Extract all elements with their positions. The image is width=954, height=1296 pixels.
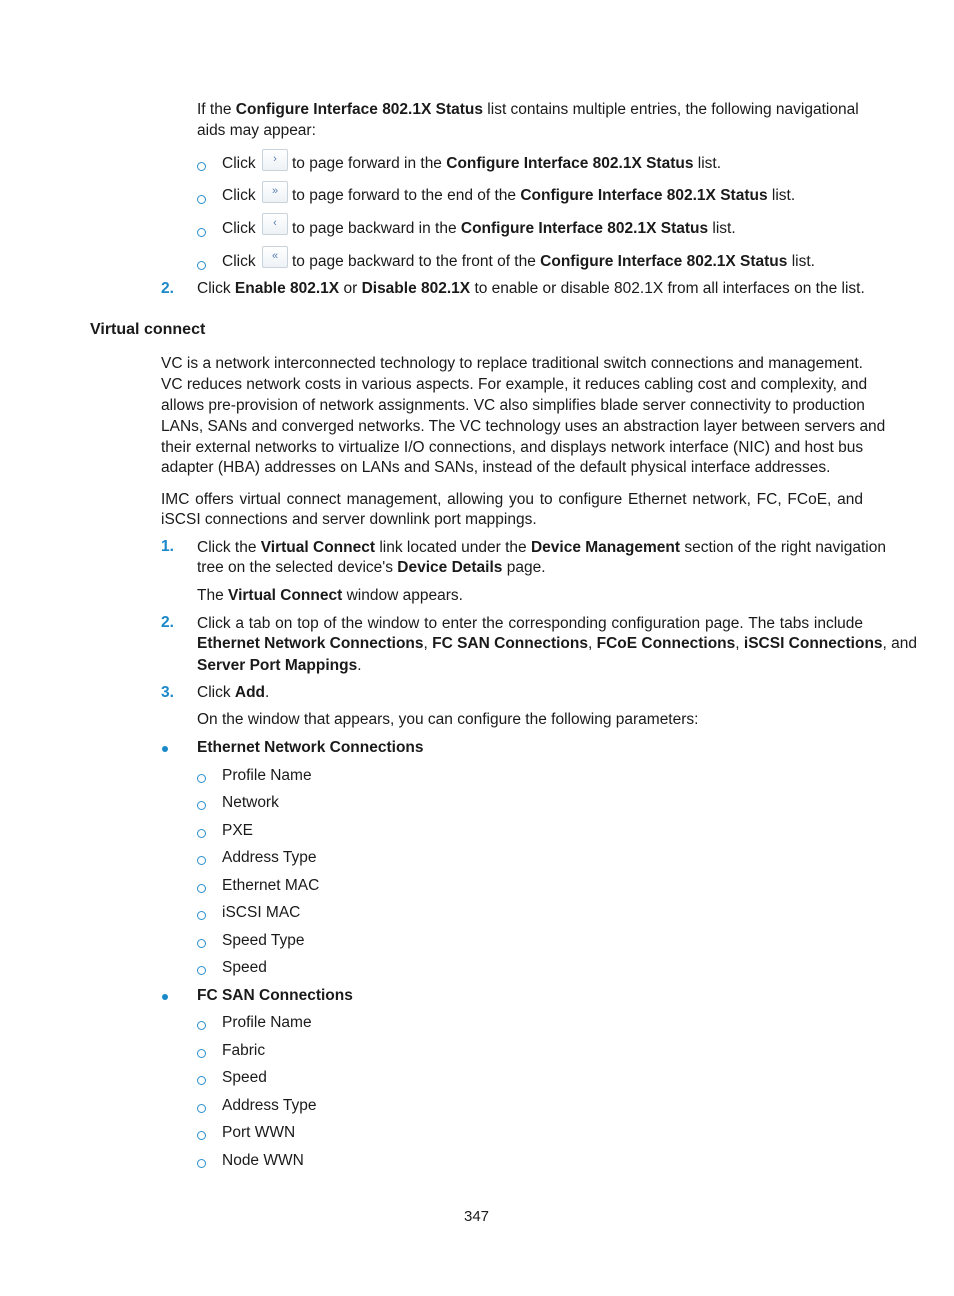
first-page-icon: « [262, 246, 288, 268]
sub-bullet-icon [197, 228, 206, 237]
step-desc: or [339, 280, 362, 297]
nav-item-bold: Configure Interface 802.1X Status [446, 155, 694, 172]
nav-item-bold: Configure Interface 802.1X Status [460, 220, 709, 237]
sub-bullet-icon [197, 195, 206, 204]
sub-bullet-icon [197, 1049, 206, 1058]
sub-bullet-icon [197, 1159, 206, 1168]
nav-item-text [292, 252, 815, 272]
step-text: Click a tab on top of the window to enter the corresponding configuration page. The tabs include [197, 615, 863, 632]
param-item: PXE [222, 822, 254, 839]
param-item: Port WWN [222, 1124, 296, 1141]
param-item: Fabric [222, 1042, 266, 1059]
nav-item-text [292, 219, 736, 239]
nav-item-desc: list. [693, 155, 722, 172]
bullet-icon [162, 994, 168, 1000]
step-desc: window appears. [342, 587, 463, 604]
sub-bullet-icon [197, 801, 206, 810]
nav-item-bold: Configure Interface 802.1X Status [540, 253, 788, 270]
nav-intro-line2: aids may appear: [197, 122, 316, 139]
nav-item-desc: to page forward to the end of the [292, 187, 521, 204]
nav-item-desc: to page forward in the [292, 155, 447, 172]
param-item: Speed Type [222, 932, 305, 949]
sub-bullet-icon [197, 939, 206, 948]
step-number: 1. [161, 538, 174, 555]
param-item: Ethernet MAC [222, 877, 320, 894]
nav-intro-text: list contains multiple entries, the following navigational [483, 101, 859, 118]
nav-intro-text: If the [197, 101, 236, 118]
separator: , and [882, 635, 918, 652]
previous-page-icon: ‹ [262, 213, 288, 235]
tab-name: FCoE Connections [596, 635, 736, 652]
device-details-label: Device Details [397, 559, 503, 576]
step-number: 2. [161, 280, 174, 297]
param-group-title: FC SAN Connections [197, 987, 353, 1004]
virtual-connect-link-label: Virtual Connect [260, 539, 376, 556]
step-number: 2. [161, 614, 174, 631]
step-text [197, 558, 546, 578]
step-text [197, 634, 917, 654]
paragraph-line: VC is a network interconnected technology to replace traditional switch connections and management. [161, 355, 863, 372]
virtual-connect-window-label: Virtual Connect [228, 587, 343, 604]
sub-bullet-icon [197, 1131, 206, 1140]
step-number: 3. [161, 684, 174, 701]
param-item: Profile Name [222, 1014, 312, 1031]
sub-bullet-icon [197, 966, 206, 975]
param-item: Node WWN [222, 1152, 304, 1169]
paragraph-line: adapter (HBA) addresses on LANs and SANs, instead of the default physical interface addresses. [161, 459, 831, 476]
sub-bullet-icon [197, 261, 206, 270]
step-desc: Click [197, 280, 235, 297]
paragraph-line: iSCSI connections and server downlink port mappings. [161, 511, 537, 528]
param-item: Speed [222, 1069, 267, 1086]
param-item: Profile Name [222, 767, 312, 784]
nav-item-desc: list. [767, 187, 796, 204]
sub-bullet-icon [197, 884, 206, 893]
device-management-label: Device Management [530, 539, 681, 556]
nav-item-desc: list. [787, 253, 815, 270]
nav-item-click: Click [222, 155, 256, 172]
add-label: Add [234, 684, 266, 701]
sub-bullet-icon [197, 774, 206, 783]
tab-name: Server Port Mappings [197, 657, 358, 674]
tab-name: Ethernet Network Connections [197, 635, 424, 652]
step-desc: tree on the selected device's [197, 559, 398, 576]
nav-item-desc: list. [708, 220, 736, 237]
step-desc: page. [502, 559, 546, 576]
step-desc: The [197, 587, 229, 604]
param-item: Network [222, 794, 279, 811]
step-text [197, 279, 865, 299]
sub-bullet-icon [197, 856, 206, 865]
step-note: On the window that appears, you can configure the following parameters: [197, 711, 699, 728]
nav-item-click: Click [222, 187, 256, 204]
nav-item-desc: to page backward in the [292, 220, 461, 237]
separator: . [357, 657, 362, 674]
nav-item-bold: Configure Interface 802.1X Status [520, 187, 768, 204]
nav-item-desc: to page backward to the front of the [292, 253, 541, 270]
nav-intro-line1 [197, 100, 859, 120]
separator: , [423, 635, 433, 652]
step-note [197, 586, 463, 606]
param-item: Address Type [222, 1097, 317, 1114]
sub-bullet-icon [197, 911, 206, 920]
step-desc: link located under the [375, 539, 531, 556]
nav-item-click: Click [222, 220, 256, 237]
bullet-icon [162, 746, 168, 752]
separator: , [588, 635, 597, 652]
paragraph-line: IMC offers virtual connect management, allowing you to configure Ethernet network, FC, FCoE, and [161, 491, 863, 508]
sub-bullet-icon [197, 162, 206, 171]
step-text [197, 537, 886, 558]
tab-name: FC SAN Connections [432, 635, 588, 652]
tab-name: iSCSI Connections [743, 635, 883, 652]
step-text [197, 683, 269, 703]
paragraph-line: their external networks to virtualize I/O connections, and displays network interface (NIC) and host bus [161, 439, 864, 456]
step-desc: to enable or disable 802.1X from all interfaces on the list. [470, 280, 865, 297]
step-desc: Click the [197, 539, 261, 556]
sub-bullet-icon [197, 829, 206, 838]
param-item: Address Type [222, 849, 317, 866]
sub-bullet-icon [197, 1076, 206, 1085]
step-desc: section of the right navigation [680, 539, 886, 556]
paragraph-line: allows pre-provision of network assignments. VC also simplifies blade server connectivity to production [161, 397, 865, 414]
sub-bullet-icon [197, 1021, 206, 1030]
step-text [197, 656, 362, 676]
sub-bullet-icon [197, 1104, 206, 1113]
section-heading: Virtual connect [90, 321, 206, 338]
page-number: 347 [464, 1208, 490, 1225]
param-item: Speed [222, 959, 267, 976]
last-page-icon: » [262, 181, 288, 203]
nav-item-text [292, 154, 721, 174]
step-desc: . [265, 684, 270, 701]
step-desc: Click [197, 684, 235, 701]
paragraph-line: VC reduces network costs in various aspects. For example, it reduces cabling cost and complexity, and [161, 376, 868, 393]
disable-8021x-label: Disable 802.1X [361, 280, 471, 297]
enable-8021x-label: Enable 802.1X [234, 280, 340, 297]
paragraph-line: LANs, SANs and converged networks. The VC technology uses an abstraction layer between servers and [161, 418, 886, 435]
nav-item-click: Click [222, 253, 256, 270]
nav-intro-bold: Configure Interface 802.1X Status [235, 101, 483, 118]
next-page-icon: › [262, 149, 288, 171]
param-group-title: Ethernet Network Connections [197, 739, 424, 756]
nav-item-text [292, 186, 795, 206]
separator: , [735, 635, 744, 652]
param-item: iSCSI MAC [222, 904, 301, 921]
